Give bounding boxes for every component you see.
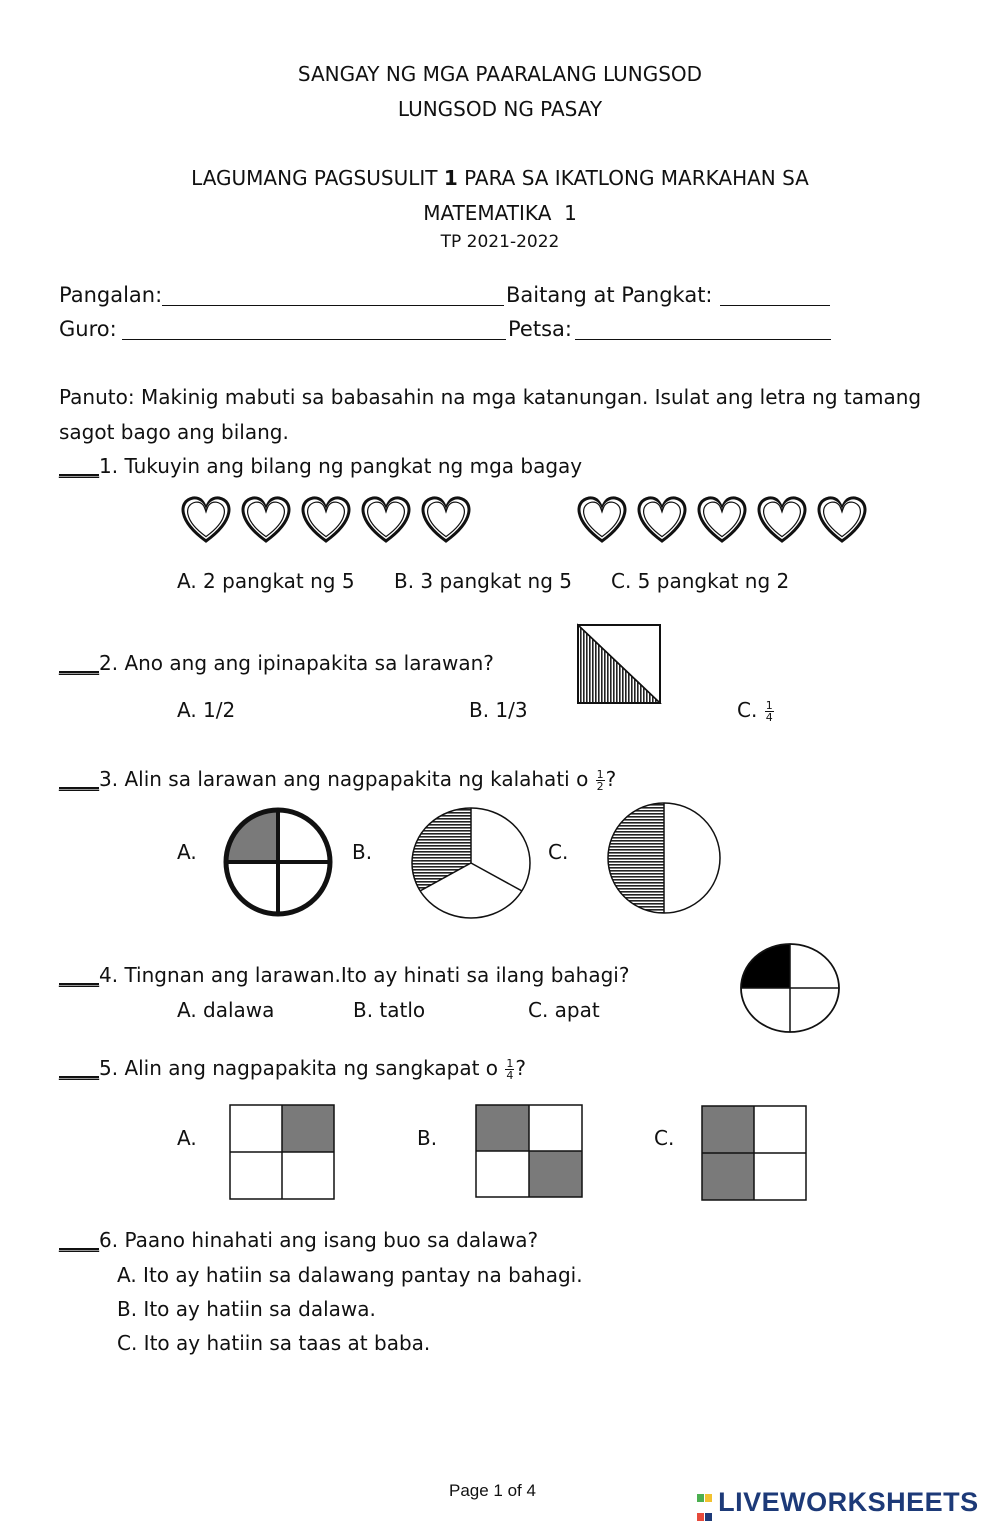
name-label: Pangalan:: [59, 283, 163, 307]
q1-choice-a: A. 2 pangkat ng 5: [177, 569, 355, 593]
q5-label-c[interactable]: C.: [654, 1126, 675, 1150]
q4-choice-a: A. dalawa: [177, 998, 275, 1022]
fraction-denominator: 4: [506, 1069, 514, 1082]
teacher-label: Guro:: [59, 317, 117, 341]
fraction-numerator: 1: [596, 768, 604, 781]
q6-choice-a: A. Ito ay hatiin sa dalawang pantay na bahagi.: [117, 1263, 583, 1287]
q5-label-b[interactable]: B.: [417, 1126, 438, 1150]
header-agency: SANGAY NG MGA PAARALANG LUNGSOD: [297, 62, 703, 86]
q3-label-b[interactable]: B.: [352, 840, 373, 864]
answer-blank-3[interactable]: ____: [59, 767, 99, 791]
test-title-part1: LAGUMANG PAGSUSULIT: [191, 166, 444, 190]
test-title-part2: PARA SA IKATLONG MARKAHAN SA: [457, 166, 809, 190]
grade-label: Baitang at Pangkat:: [506, 283, 713, 307]
question-4: [59, 963, 629, 987]
answer-blank-2[interactable]: ____: [59, 651, 99, 675]
q4-choice-c: C. apat: [528, 998, 600, 1022]
date-label: Petsa:: [508, 317, 572, 341]
answer-blank-1[interactable]: ____: [59, 454, 99, 478]
subject-title: MATEMATIKA 1: [423, 201, 577, 225]
question-2-text: 2. Ano ang ang ipinapakita sa larawan?: [99, 651, 494, 675]
question-5-text: 5. Alin ang nagpapakita ng sangkapat o: [99, 1056, 505, 1080]
q5-label-a[interactable]: A.: [177, 1126, 197, 1150]
q2-choice-c: [737, 698, 775, 723]
q3-fraction: [596, 769, 605, 792]
answer-blank-4[interactable]: ____: [59, 963, 99, 987]
answer-blank-5[interactable]: ____: [59, 1056, 99, 1080]
square-triangle-figure: [577, 624, 661, 704]
q1-choice-b: B. 3 pangkat ng 5: [394, 569, 572, 593]
question-6-text: 6. Paano hinahati ang isang buo sa dalawa?: [99, 1228, 539, 1252]
question-3-end: ?: [605, 767, 617, 791]
brand-mark-icon: [697, 1488, 713, 1526]
fraction-denominator: 2: [596, 780, 604, 793]
grid-one-quarter-figure: [229, 1104, 335, 1200]
q2-choice-a: A. 1/2: [177, 698, 236, 722]
question-5-end: ?: [515, 1056, 527, 1080]
question-6: [59, 1228, 538, 1252]
question-3: [59, 767, 616, 792]
page-number: Page 1 of 4: [449, 1481, 536, 1500]
question-4-text: 4. Tingnan ang larawan.Ito ay hinati sa ilang bahagi?: [99, 963, 630, 987]
q4-choice-b: B. tatlo: [353, 998, 426, 1022]
fraction-numerator: 1: [765, 699, 773, 712]
question-2: [59, 651, 494, 675]
fraction-denominator: 4: [765, 711, 773, 724]
question-3-text: Alin sa larawan ang nagpapakita ng kalahati o: [118, 767, 595, 791]
header-city: LUNGSOD NG PASAY: [397, 97, 603, 121]
q2-choice-c-fraction: [765, 700, 774, 723]
q2-choice-b: B. 1/3: [469, 698, 528, 722]
liveworksheets-logo[interactable]: [697, 1487, 979, 1526]
circle-quarters-figure: [222, 806, 334, 918]
q3-label-c[interactable]: C.: [548, 840, 569, 864]
answer-blank-6[interactable]: ____: [59, 1228, 99, 1252]
instructions-line1: Panuto: Makinig mabuti sa babasahin na mga katanungan. Isulat ang letra ng tamang: [59, 385, 922, 409]
circle-halves-figure: [606, 801, 722, 915]
q5-fraction: [505, 1058, 514, 1081]
grid-left-half-figure: [701, 1105, 807, 1201]
school-year: TP 2021-2022: [440, 232, 560, 252]
q6-choice-c: C. Ito ay hatiin sa taas at baba.: [117, 1331, 431, 1355]
test-title-number: 1: [443, 166, 458, 190]
brand-name: LIVEWORKSHEETS: [718, 1487, 979, 1517]
q6-choice-b: B. Ito ay hatiin sa dalawa.: [117, 1297, 376, 1321]
question-3-number: 3.: [99, 767, 119, 791]
instructions-line2: sagot bago ang bilang.: [59, 420, 289, 444]
question-1-text: 1. Tukuyin ang bilang ng pangkat ng mga bagay: [99, 454, 583, 478]
circle-thirds-figure: [410, 806, 532, 920]
q1-choice-c: C. 5 pangkat ng 2: [611, 569, 790, 593]
circle-four-parts-figure: [740, 942, 840, 1034]
grid-two-diagonal-figure: [475, 1104, 583, 1198]
q2-choice-c-letter: C.: [737, 698, 758, 722]
fraction-numerator: 1: [506, 1057, 514, 1070]
q3-label-a[interactable]: A.: [177, 840, 197, 864]
question-5: [59, 1056, 526, 1081]
